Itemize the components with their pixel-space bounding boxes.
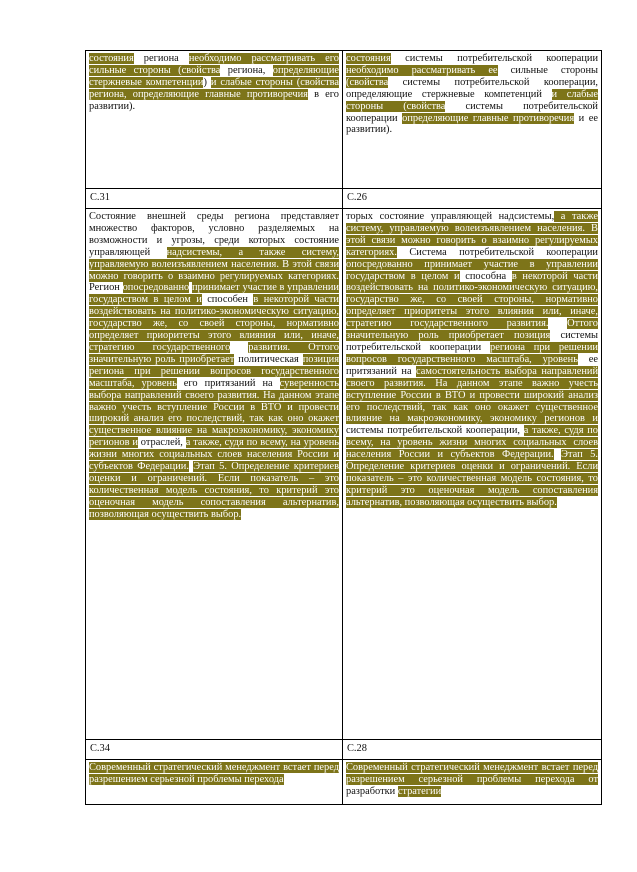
row3-right-cell — [343, 209, 602, 740]
plain-text: системы потребительской кооперации — [346, 100, 598, 124]
plain-text: системы потребительской кооперации — [390, 53, 598, 64]
highlighted-text: принимает участие в управлении государством в целом и — [89, 282, 339, 306]
plain-text: региона, — [220, 64, 273, 76]
plain-text: региона — [133, 53, 189, 64]
highlighted-text: опосредованно принимает участие в управлении государством в целом и — [346, 258, 598, 282]
highlighted-text: определяющие главные противоречия — [402, 112, 575, 124]
plain-text: способен — [201, 294, 254, 306]
plain-text: Состояние внешней среды региона представляет множество факторов, условно разделяемых на возможности и угрозы, среди которых состояние управляющей — [89, 211, 339, 258]
highlighted-text: а также, судя по всему, на уровень жизни многих социальных слоев населения России и субъектов Федерации. — [89, 437, 339, 473]
highlighted-text: и слабые стороны (свойства — [346, 88, 598, 112]
row1-right-cell — [343, 51, 602, 189]
highlighted-text: Этап 5. Определение критериев оценки и ограничений. Если показатель – это количественная модель состояния, то критерий это оценочная модель сопоставления альтернатив, позволяющая осуществить выбор. — [346, 449, 598, 508]
highlighted-text: опосредованно — [122, 282, 190, 294]
highlighted-text: позиция региона при решении вопросов государственного масштаба, уровень — [89, 353, 340, 389]
highlighted-text: в некоторой части воздействовать на политико-экономическую ситуацию, государство же, со своей стороны, нормативно определяет приоритеты этого влияния или, иначе, стратегию государственного — [89, 294, 339, 353]
plain-text: системы потребительской кооперации — [346, 330, 599, 353]
row5-left-cell — [86, 760, 343, 805]
plain-text: политическая — [234, 353, 303, 365]
highlighted-text: стратегии — [397, 785, 442, 797]
highlighted-text: Современный стратегический менеджмент встает перед разрешением серьезной проблемы перехода от — [346, 762, 598, 785]
plain-text: Регион — [89, 282, 123, 294]
highlighted-text: (свойства — [346, 76, 389, 88]
highlighted-text: а также систему, управляемую волеизъявлением населения. В этой связи можно говорить о взаимно регулируемых категориях. — [89, 246, 339, 282]
highlighted-text: Современный стратегический менеджмент встает перед разрешением серьезной проблемы перехода — [89, 762, 339, 785]
plain-text: разработки — [346, 785, 398, 797]
highlighted-text: и слабые стороны (свойства региона, определяющие главные противоречия — [89, 76, 339, 100]
plain-text: ее притязаний на — [346, 353, 598, 377]
page-ref-left: С.34 — [86, 740, 343, 760]
plain-text: сильные стороны — [497, 64, 598, 76]
plain-text: системы потребительской кооперации, определяющие стержневые компетенций — [346, 76, 598, 100]
plain-text: торых состояние управляющей надсистемы, — [346, 211, 555, 222]
plain-text: способна — [459, 270, 512, 282]
page-ref-left: С.31 — [86, 189, 343, 209]
highlighted-text: Этап 5. Определение критериев оценки и ограничений. Если показатель – это количественная модель состояния, то критерий это оценочная модель сопоставления альтернатив, позволяющая осуществить выбор. — [89, 461, 339, 520]
highlighted-text: состояния — [346, 53, 391, 64]
highlighted-text: состояния — [89, 53, 134, 64]
page-ref-right: С.28 — [343, 740, 602, 760]
table-row — [86, 51, 602, 189]
row5-right-cell — [343, 760, 602, 805]
table-row — [86, 740, 602, 760]
plain-text: Система потребительской кооперации — [396, 246, 598, 258]
highlighted-text: самостоятельность выбора направлений своего развития. На данном этапе важно учесть вступление России в ВТО и провести широкий анализ его последствий, так как оно окажет существенное влияние на макроэкономику, экономику регионов и — [346, 365, 598, 425]
table-row — [86, 189, 602, 209]
plain-text: ) — [203, 76, 211, 88]
highlighted-text: а также систему, управляемую волеизъявлением населения. В этой связи можно говорить о взаимно регулируемых категориях. — [346, 211, 599, 258]
highlighted-text: в некоторой части воздействовать на политико-экономическую ситуацию, государство же, со своей стороны, нормативно определяет приоритеты этого влияния или, иначе, стратегию государственного развития. — [346, 270, 598, 330]
highlighted-text: региона при решении вопросов государственного масштаба, уровень — [346, 341, 598, 365]
row1-left-cell — [86, 51, 343, 189]
highlighted-text: определяющие стержневые компетенции — [89, 64, 339, 88]
comparison-table — [85, 50, 602, 805]
highlighted-text: необходимо рассматривать его сильные стороны (свойства — [89, 53, 339, 76]
plain-text: и ее развитии). — [346, 112, 598, 136]
plain-text: отраслей, — [137, 437, 186, 449]
plain-text: его притязаний на — [176, 377, 280, 389]
highlighted-text: выбора направлений своего развития. На данном этапе важно учесть вступление России в ВТО и провести широкий анализ его последствий, так как оно окажет существенное влияние на макроэкономику, экономику регионов и — [89, 389, 339, 449]
plain-text — [230, 342, 248, 353]
highlighted-text: необходимо рассматривать ее — [346, 64, 498, 76]
table-row — [86, 209, 602, 740]
highlighted-text: а также, судя по всему, на уровень жизни многих социальных слоев населения России и субъектов Федерации. — [346, 425, 598, 461]
row3-left-cell — [86, 209, 343, 740]
highlighted-text: надсистемы, — [166, 246, 223, 258]
plain-text — [548, 318, 567, 329]
highlighted-text: Оттого значительную роль приобретает позиция — [346, 318, 598, 342]
highlighted-text: развития. Оттого значительную роль приобретает — [89, 341, 339, 365]
plain-text: системы потребительской кооперации, — [346, 425, 524, 437]
plain-text: в его развитии). — [89, 88, 339, 112]
table-row — [86, 760, 602, 805]
highlighted-text: суверенность — [279, 377, 339, 389]
page-ref-right: С.26 — [343, 189, 602, 209]
